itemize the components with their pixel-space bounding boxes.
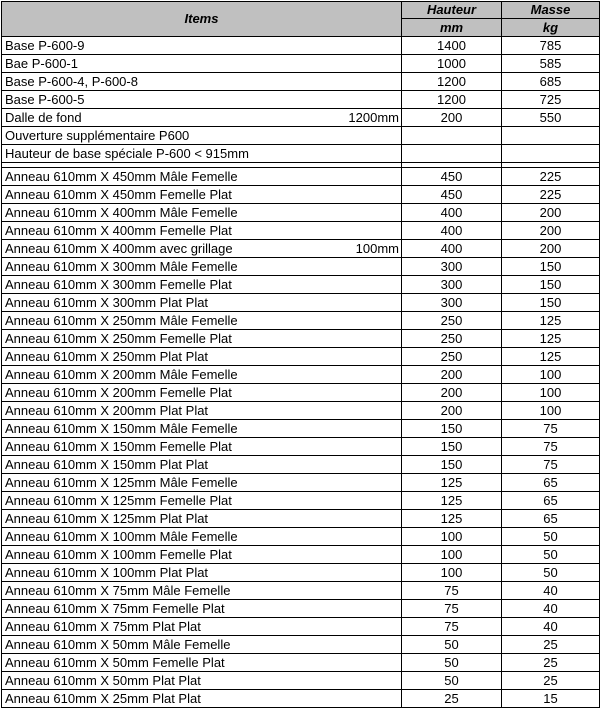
item-label: Bae P-600-1 <box>2 55 402 73</box>
masse-cell: 785 <box>502 37 600 55</box>
item-label: Anneau 610mm X 75mm Mâle Femelle <box>2 582 402 600</box>
table-row <box>2 618 600 636</box>
hauteur-cell: 75 <box>402 582 502 600</box>
hauteur-cell: 1000 <box>402 55 502 73</box>
masse-cell: 200 <box>502 222 600 240</box>
hauteur-cell: 125 <box>402 492 502 510</box>
masse-cell: 65 <box>502 492 600 510</box>
table-row <box>2 258 600 276</box>
item-label: Anneau 610mm X 200mm Femelle Plat <box>2 384 402 402</box>
hauteur-cell: 300 <box>402 276 502 294</box>
table-row <box>2 294 600 312</box>
table-row <box>2 564 600 582</box>
item-label: Anneau 610mm X 150mm Plat Plat <box>2 456 402 474</box>
hauteur-cell: 400 <box>402 204 502 222</box>
item-label: Anneau 610mm X 25mm Plat Plat <box>2 690 402 708</box>
item-label: Dalle de fond <box>2 109 266 127</box>
masse-cell: 225 <box>502 186 600 204</box>
masse-cell: 125 <box>502 330 600 348</box>
hauteur-cell: 200 <box>402 109 502 127</box>
item-dimension: 100mm <box>266 240 402 258</box>
masse-cell: 75 <box>502 438 600 456</box>
masse-cell: 25 <box>502 672 600 690</box>
item-label: Anneau 610mm X 75mm Plat Plat <box>2 618 402 636</box>
item-label: Hauteur de base spéciale P-600 < 915mm <box>2 145 402 163</box>
masse-cell: 100 <box>502 402 600 420</box>
hauteur-unit: mm <box>402 19 502 37</box>
items-table-body <box>2 2 600 708</box>
table-row <box>2 600 600 618</box>
hauteur-cell: 150 <box>402 438 502 456</box>
masse-cell: 75 <box>502 420 600 438</box>
table-row <box>2 474 600 492</box>
table-row <box>2 37 600 55</box>
item-label: Anneau 610mm X 125mm Plat Plat <box>2 510 402 528</box>
masse-cell: 40 <box>502 618 600 636</box>
table-row <box>2 420 600 438</box>
hauteur-cell: 250 <box>402 312 502 330</box>
hauteur-cell: 1400 <box>402 37 502 55</box>
hauteur-cell: 450 <box>402 186 502 204</box>
hauteur-cell: 75 <box>402 618 502 636</box>
masse-cell: 50 <box>502 546 600 564</box>
table-row <box>2 186 600 204</box>
item-label: Anneau 610mm X 250mm Femelle Plat <box>2 330 402 348</box>
table-row <box>2 312 600 330</box>
masse-cell: 40 <box>502 582 600 600</box>
item-label: Anneau 610mm X 150mm Mâle Femelle <box>2 420 402 438</box>
hauteur-cell: 75 <box>402 600 502 618</box>
hauteur-cell: 150 <box>402 456 502 474</box>
masse-cell: 225 <box>502 168 600 186</box>
table-row <box>2 348 600 366</box>
item-label: Anneau 610mm X 250mm Mâle Femelle <box>2 312 402 330</box>
item-label: Anneau 610mm X 400mm Femelle Plat <box>2 222 402 240</box>
table-row <box>2 384 600 402</box>
masse-cell: 150 <box>502 294 600 312</box>
item-label: Base P-600-9 <box>2 37 402 55</box>
hauteur-cell: 125 <box>402 510 502 528</box>
hauteur-cell <box>402 145 502 163</box>
table-row <box>2 546 600 564</box>
hauteur-cell: 450 <box>402 168 502 186</box>
item-dimension: 1200mm <box>266 109 402 127</box>
item-label: Anneau 610mm X 250mm Plat Plat <box>2 348 402 366</box>
item-label: Anneau 610mm X 125mm Femelle Plat <box>2 492 402 510</box>
item-label: Anneau 610mm X 400mm Mâle Femelle <box>2 204 402 222</box>
masse-cell: 50 <box>502 564 600 582</box>
item-label: Base P-600-4, P-600-8 <box>2 73 402 91</box>
masse-cell: 585 <box>502 55 600 73</box>
item-label: Anneau 610mm X 100mm Mâle Femelle <box>2 528 402 546</box>
item-label: Anneau 610mm X 50mm Mâle Femelle <box>2 636 402 654</box>
item-label: Anneau 610mm X 300mm Plat Plat <box>2 294 402 312</box>
masse-cell: 100 <box>502 384 600 402</box>
items-table <box>1 1 600 708</box>
table-row <box>2 204 600 222</box>
header-row <box>2 2 600 19</box>
table-row <box>2 510 600 528</box>
table-row <box>2 91 600 109</box>
masse-cell: 75 <box>502 456 600 474</box>
table-row <box>2 222 600 240</box>
masse-cell: 40 <box>502 600 600 618</box>
item-label: Anneau 610mm X 50mm Femelle Plat <box>2 654 402 672</box>
hauteur-cell: 300 <box>402 258 502 276</box>
item-label: Anneau 610mm X 300mm Femelle Plat <box>2 276 402 294</box>
masse-cell: 125 <box>502 312 600 330</box>
item-label: Anneau 610mm X 75mm Femelle Plat <box>2 600 402 618</box>
item-label: Anneau 610mm X 400mm avec grillage <box>2 240 266 258</box>
item-label: Anneau 610mm X 450mm Femelle Plat <box>2 186 402 204</box>
table-row <box>2 672 600 690</box>
masse-cell <box>502 145 600 163</box>
hauteur-header: Hauteur <box>402 2 502 19</box>
hauteur-cell: 200 <box>402 384 502 402</box>
hauteur-cell: 150 <box>402 420 502 438</box>
hauteur-cell: 100 <box>402 564 502 582</box>
table-row <box>2 492 600 510</box>
table-row <box>2 127 600 145</box>
masse-cell: 685 <box>502 73 600 91</box>
hauteur-cell: 1200 <box>402 73 502 91</box>
masse-cell: 15 <box>502 690 600 708</box>
hauteur-cell: 400 <box>402 222 502 240</box>
masse-cell: 200 <box>502 204 600 222</box>
table-row <box>2 636 600 654</box>
masse-cell: 25 <box>502 654 600 672</box>
hauteur-cell: 200 <box>402 366 502 384</box>
item-label: Anneau 610mm X 100mm Femelle Plat <box>2 546 402 564</box>
hauteur-cell: 250 <box>402 330 502 348</box>
table-row <box>2 438 600 456</box>
item-label: Anneau 610mm X 300mm Mâle Femelle <box>2 258 402 276</box>
item-label: Anneau 610mm X 125mm Mâle Femelle <box>2 474 402 492</box>
hauteur-cell: 50 <box>402 672 502 690</box>
masse-cell: 125 <box>502 348 600 366</box>
masse-cell: 65 <box>502 474 600 492</box>
masse-cell: 25 <box>502 636 600 654</box>
table-row <box>2 330 600 348</box>
hauteur-cell: 200 <box>402 402 502 420</box>
item-label: Anneau 610mm X 200mm Plat Plat <box>2 402 402 420</box>
item-label: Anneau 610mm X 200mm Mâle Femelle <box>2 366 402 384</box>
masse-cell: 100 <box>502 366 600 384</box>
table-row <box>2 55 600 73</box>
table-row <box>2 145 600 163</box>
item-label: Anneau 610mm X 150mm Femelle Plat <box>2 438 402 456</box>
masse-header: Masse <box>502 2 600 19</box>
table-row <box>2 168 600 186</box>
table-row <box>2 528 600 546</box>
masse-unit: kg <box>502 19 600 37</box>
masse-cell: 65 <box>502 510 600 528</box>
hauteur-cell: 100 <box>402 528 502 546</box>
table-row <box>2 654 600 672</box>
table-row <box>2 366 600 384</box>
table-row <box>2 240 600 258</box>
hauteur-cell: 250 <box>402 348 502 366</box>
item-label: Anneau 610mm X 450mm Mâle Femelle <box>2 168 402 186</box>
table-row <box>2 456 600 474</box>
hauteur-cell: 25 <box>402 690 502 708</box>
masse-cell: 150 <box>502 258 600 276</box>
table-row <box>2 402 600 420</box>
item-label: Base P-600-5 <box>2 91 402 109</box>
hauteur-cell: 1200 <box>402 91 502 109</box>
masse-cell: 200 <box>502 240 600 258</box>
item-label: Ouverture supplémentaire P600 <box>2 127 402 145</box>
hauteur-cell: 50 <box>402 654 502 672</box>
hauteur-cell: 300 <box>402 294 502 312</box>
masse-cell: 550 <box>502 109 600 127</box>
item-label: Anneau 610mm X 50mm Plat Plat <box>2 672 402 690</box>
masse-cell <box>502 127 600 145</box>
hauteur-cell: 125 <box>402 474 502 492</box>
hauteur-cell <box>402 127 502 145</box>
hauteur-cell: 100 <box>402 546 502 564</box>
masse-cell: 150 <box>502 276 600 294</box>
hauteur-cell: 400 <box>402 240 502 258</box>
table-row <box>2 109 600 127</box>
item-label: Anneau 610mm X 100mm Plat Plat <box>2 564 402 582</box>
table-row <box>2 690 600 708</box>
table-row <box>2 276 600 294</box>
items-header: Items <box>2 2 402 37</box>
table-row <box>2 582 600 600</box>
table-row <box>2 73 600 91</box>
hauteur-cell: 50 <box>402 636 502 654</box>
masse-cell: 725 <box>502 91 600 109</box>
masse-cell: 50 <box>502 528 600 546</box>
